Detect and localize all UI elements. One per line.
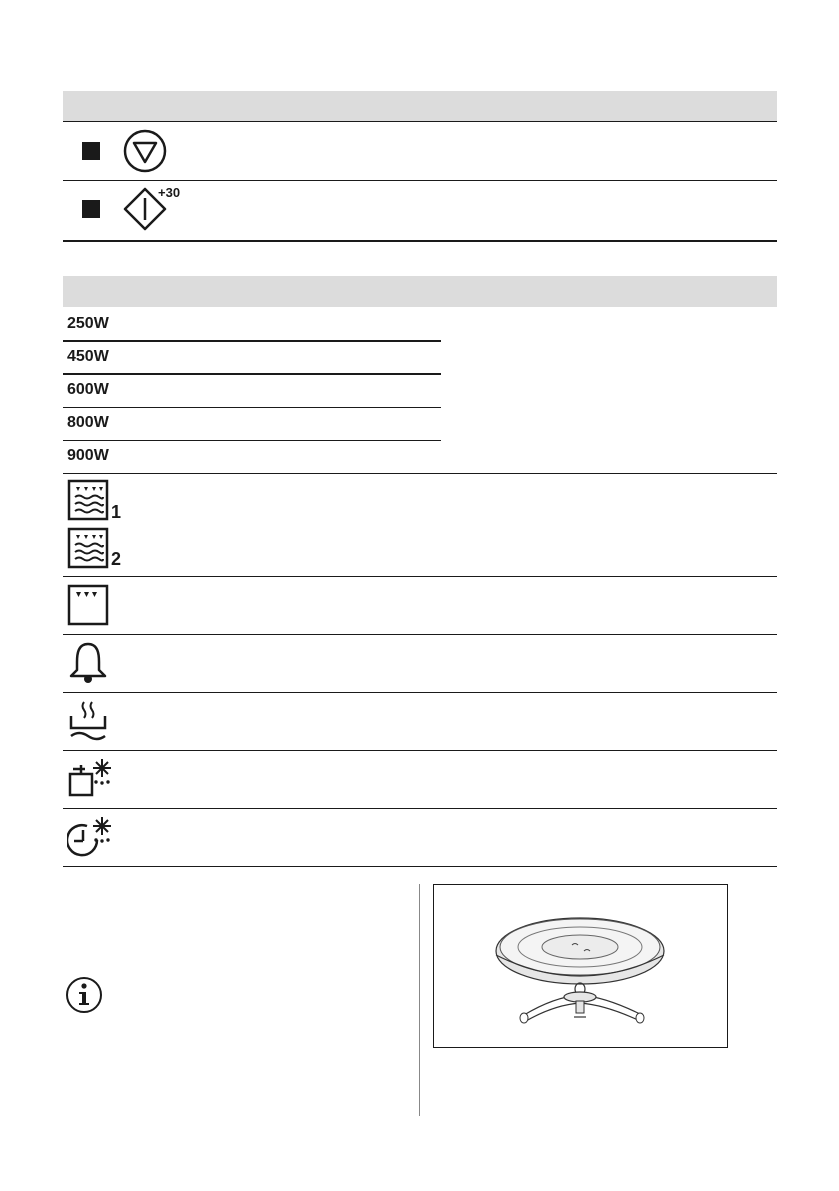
column-divider bbox=[419, 884, 420, 1116]
divider bbox=[63, 373, 441, 375]
microwave-grill-combo-icon bbox=[67, 479, 109, 521]
divider bbox=[63, 240, 777, 242]
steam-clean-icon bbox=[67, 698, 109, 742]
plus30-badge: +30 bbox=[158, 185, 181, 200]
grill-icon bbox=[67, 584, 109, 626]
power-level-900: 900W bbox=[67, 447, 109, 464]
power-level-250: 250W bbox=[67, 315, 109, 332]
functions-table-header bbox=[63, 276, 777, 307]
row-bullet-square bbox=[82, 200, 100, 218]
divider bbox=[63, 576, 777, 577]
divider bbox=[63, 121, 777, 122]
info-icon bbox=[64, 975, 104, 1015]
divider bbox=[63, 692, 777, 693]
stop-triangle-icon bbox=[122, 128, 168, 174]
power-level-600: 600W bbox=[67, 381, 109, 398]
divider bbox=[63, 866, 777, 867]
divider bbox=[63, 340, 441, 342]
bell-icon bbox=[67, 640, 109, 684]
divider bbox=[63, 407, 441, 408]
divider bbox=[63, 634, 777, 635]
row-bullet-square bbox=[82, 142, 100, 160]
turntable-figure-frame bbox=[433, 884, 728, 1048]
defrost-by-time-icon bbox=[67, 814, 115, 858]
divider bbox=[63, 440, 441, 441]
divider bbox=[63, 750, 777, 751]
divider bbox=[63, 180, 777, 181]
divider bbox=[63, 473, 777, 474]
power-level-450: 450W bbox=[67, 348, 109, 365]
defrost-by-weight-icon bbox=[67, 756, 115, 800]
divider bbox=[63, 808, 777, 809]
turntable-glass-plate-illustration bbox=[434, 885, 727, 1047]
combo-level-1: 1 bbox=[111, 502, 122, 522]
combo-level-2: 2 bbox=[111, 549, 122, 569]
microwave-grill-combo-icon bbox=[67, 527, 109, 569]
buttons-table-header bbox=[63, 91, 777, 121]
power-level-800: 800W bbox=[67, 414, 109, 431]
